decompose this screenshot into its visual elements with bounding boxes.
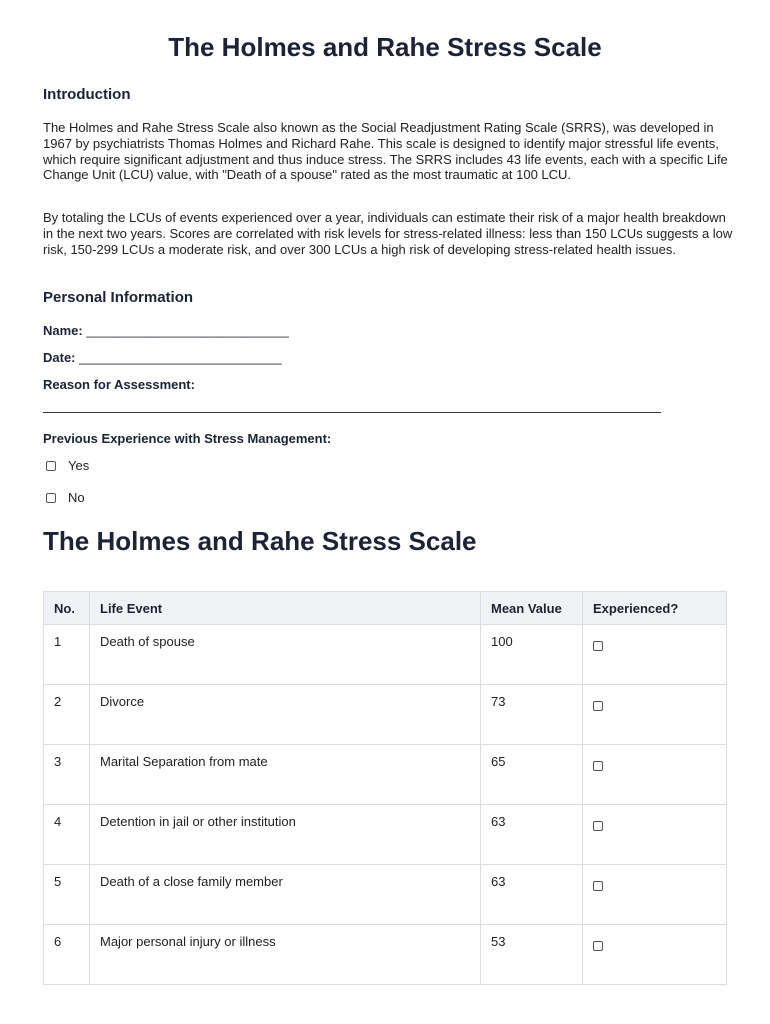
row-experienced — [583, 685, 727, 745]
header-experienced: Experienced? — [583, 592, 727, 625]
row-no: 6 — [44, 925, 90, 985]
personal-info-heading: Personal Information — [43, 289, 194, 306]
row-no: 4 — [44, 805, 90, 865]
reason-input-line[interactable] — [43, 412, 661, 413]
intro-heading: Introduction — [43, 86, 131, 103]
intro-paragraph-1: The Holmes and Rahe Stress Scale also known as the Social Readjustment Rating Scale (SRRS), was developed in 1967 by psychiatrists Thomas Holmes and Richard Rahe. This scale is designed to identify major stressful life events, which require significant adjustment and thus induce stress. The SRRS includes 43 life events, each with a specific Life Change Unit (LCU) value, with "Death of a spouse" rated as the most traumatic at 100 LCU. — [43, 120, 728, 183]
table-row — [44, 685, 727, 745]
yes-checkbox[interactable] — [46, 461, 56, 471]
experienced-checkbox[interactable] — [593, 761, 603, 771]
name-label: Name: — [43, 323, 83, 338]
row-value: 53 — [481, 925, 583, 985]
experienced-checkbox[interactable] — [593, 641, 603, 651]
no-checkbox[interactable] — [46, 493, 56, 503]
scale-heading: The Holmes and Rahe Stress Scale — [43, 526, 477, 556]
row-event: Death of spouse — [90, 625, 481, 685]
no-label: No — [68, 490, 85, 505]
row-no: 1 — [44, 625, 90, 685]
row-experienced — [583, 625, 727, 685]
row-event: Major personal injury or illness — [90, 925, 481, 985]
table-row — [44, 925, 727, 985]
row-no: 2 — [44, 685, 90, 745]
row-experienced — [583, 805, 727, 865]
row-no: 5 — [44, 865, 90, 925]
row-value: 100 — [481, 625, 583, 685]
row-value: 63 — [481, 805, 583, 865]
row-event: Divorce — [90, 685, 481, 745]
row-experienced — [583, 925, 727, 985]
row-value: 63 — [481, 865, 583, 925]
experienced-checkbox[interactable] — [593, 701, 603, 711]
option-yes[interactable] — [46, 458, 89, 473]
row-value: 73 — [481, 685, 583, 745]
page-title: The Holmes and Rahe Stress Scale — [168, 32, 602, 62]
header-no: No. — [44, 592, 90, 625]
table-row — [44, 865, 727, 925]
row-experienced — [583, 745, 727, 805]
reason-label: Reason for Assessment: — [43, 377, 195, 392]
table-row — [44, 805, 727, 865]
row-event: Marital Separation from mate — [90, 745, 481, 805]
stress-scale-table — [43, 591, 727, 985]
row-experienced — [583, 865, 727, 925]
previous-experience-label: Previous Experience with Stress Management: — [43, 431, 332, 446]
row-event: Death of a close family member — [90, 865, 481, 925]
header-mean-value: Mean Value — [481, 592, 583, 625]
experienced-checkbox[interactable] — [593, 881, 603, 891]
experienced-checkbox[interactable] — [593, 941, 603, 951]
date-field[interactable] — [43, 350, 282, 365]
table-row — [44, 625, 727, 685]
date-label: Date: — [43, 350, 76, 365]
name-field[interactable] — [43, 323, 289, 338]
table-row — [44, 745, 727, 805]
experienced-checkbox[interactable] — [593, 821, 603, 831]
header-life-event: Life Event — [90, 592, 481, 625]
intro-paragraph-2: By totaling the LCUs of events experienced over a year, individuals can estimate their risk of a major health breakdown in the next two years. Scores are correlated with risk levels for stress-related illness: less than 150 LCUs suggests a low risk, 150-299 LCUs a moderate risk, and over 300 LCUs a high risk of developing stress-related health issues. — [43, 210, 733, 257]
name-input-line[interactable]: ____________________________ — [86, 323, 289, 338]
date-input-line[interactable]: ____________________________ — [79, 350, 282, 365]
row-value: 65 — [481, 745, 583, 805]
row-event: Detention in jail or other institution — [90, 805, 481, 865]
row-no: 3 — [44, 745, 90, 805]
yes-label: Yes — [68, 458, 90, 473]
table-header-row — [44, 592, 727, 625]
option-no[interactable] — [46, 490, 85, 505]
